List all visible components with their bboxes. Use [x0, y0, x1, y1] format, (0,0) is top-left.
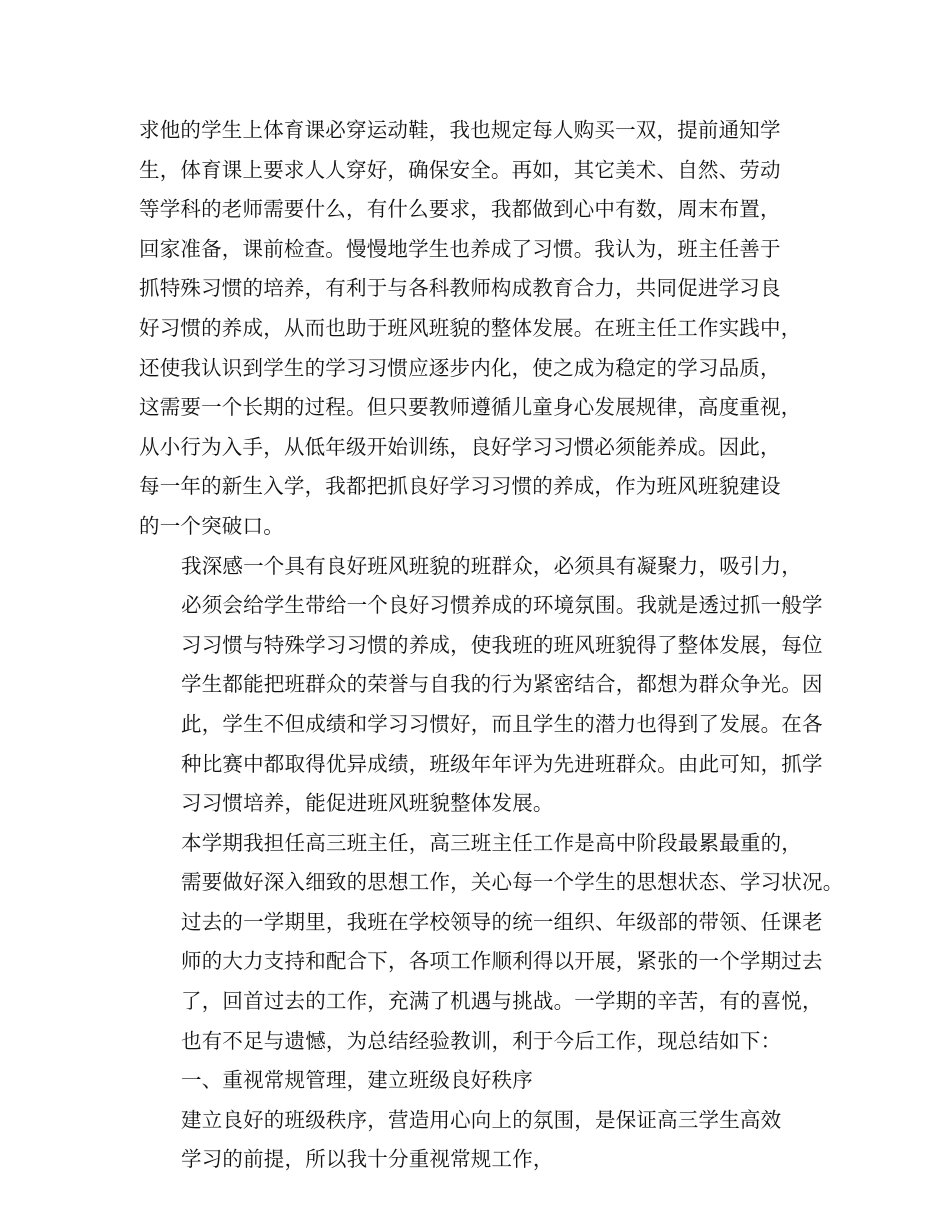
text-line: 从小行为入手，从低年级开始训练，良好学习习惯必须能养成。因此，: [139, 434, 781, 459]
text-line: 好习惯的养成，从而也助于班风班貌的整体发展。在班主任工作实践中，: [139, 315, 802, 340]
paragraph-1: [139, 111, 829, 547]
text-line: 习习惯培养，能促进班风班貌整体发展。: [181, 791, 554, 816]
text-line: 习习惯与特殊学习习惯的养成，使我班的班风班貌得了整体发展，每位: [181, 632, 823, 657]
text-line: 也有不足与遗憾，为总结经验教训，利于今后工作，现总结如下：: [181, 1028, 782, 1053]
text-line: 种比赛中都取得优异成绩，班级年年评为先进班群众。由此可知，抓学: [181, 751, 823, 776]
text-line: 这需要一个长期的过程。但只要教师遵循儿童身心发展规律，高度重视，: [139, 395, 802, 420]
text-line: 学生都能把班群众的荣誉与自我的行为紧密结合，都想为群众争光。因: [181, 672, 823, 697]
text-line: 还使我认识到学生的学习习惯应逐步内化，使之成为稳定的学习品质，: [139, 355, 781, 380]
text-line: 一、重视常规管理，建立班级良好秩序: [181, 1068, 533, 1093]
text-line: 必须会给学生带给一个良好习惯养成的环境氛围。我就是透过抓一般学: [181, 593, 823, 618]
text-line: 了，回首过去的工作，充满了机遇与挑战。一学期的辛苦，有的喜悦，: [181, 989, 823, 1014]
document-body: [139, 111, 844, 1180]
text-line: 我深感一个具有良好班风班貌的班群众，必须具有凝聚力，吸引力，: [181, 553, 802, 578]
paragraph-3: [139, 824, 844, 1062]
text-line: 需要做好深入细致的思想工作，关心每一个学生的思想状态、学习状况。: [181, 870, 844, 895]
text-line: 本学期我担任高三班主任，高三班主任工作是高中阶段最累最重的，: [181, 830, 802, 855]
text-line: 等学科的老师需要什么，有什么要求，我都做到心中有数，周末布置，: [139, 197, 781, 222]
text-line: 每一年的新生入学，我都把抓良好学习习惯的养成，作为班风班貌建设: [139, 474, 781, 499]
text-line: 过去的一学期里，我班在学校领导的统一组织、年级部的带领、任课老: [181, 909, 823, 934]
paragraph-5: [139, 1101, 829, 1180]
text-line: 求他的学生上体育课必穿运动鞋，我也规定每人购买一双，提前通知学: [139, 118, 781, 142]
text-line: 回家准备，课前检查。慢慢地学生也养成了习惯。我认为，班主任善于: [139, 236, 781, 261]
paragraph-4: [139, 1061, 829, 1101]
text-line: 抓特殊习惯的培养，有利于与各科教师构成教育合力，共同促进学习良: [139, 276, 781, 301]
text-line: 建立良好的班级秩序，营造用心向上的氛围，是保证高三学生高效: [181, 1107, 782, 1132]
text-line: 师的大力支持和配合下，各项工作顺利得以开展，紧张的一个学期过去: [181, 949, 823, 974]
paragraph-2: [139, 547, 829, 824]
text-line: 生，体育课上要求人人穿好，确保安全。再如，其它美术、自然、劳动: [139, 157, 781, 182]
text-line: 学习的前提，所以我十分重视常规工作，: [181, 1147, 554, 1172]
text-line: 此，学生不但成绩和学习习惯好，而且学生的潜力也得到了发展。在各: [181, 711, 823, 736]
text-line: 的一个突破口。: [139, 513, 284, 538]
